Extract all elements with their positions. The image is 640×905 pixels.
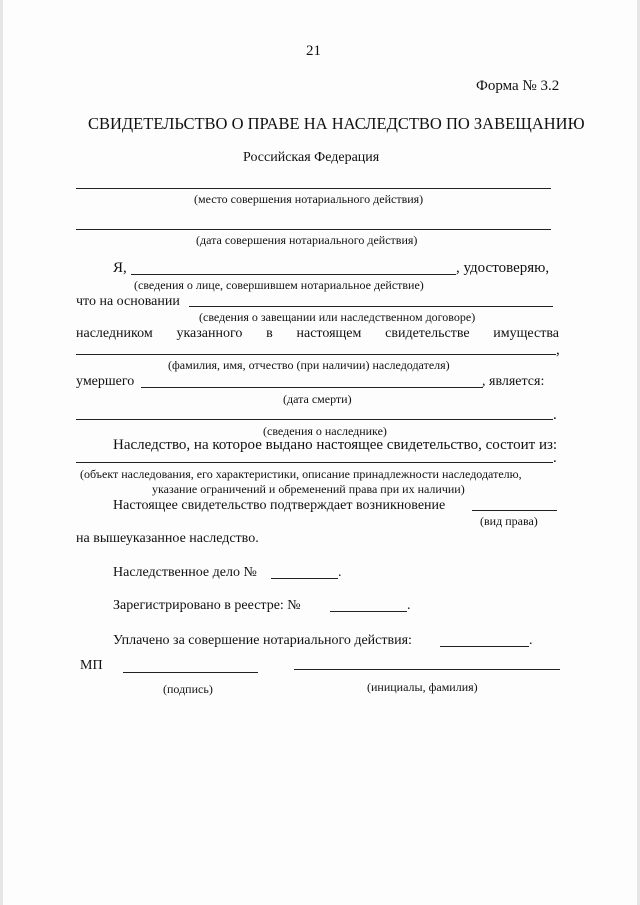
signature-line [123,672,258,673]
date-caption: (дата совершения нотариального действия) [196,233,418,247]
estate-caption-2: указание ограничений и обременений права при их наличии) [152,482,465,496]
will-caption: (сведения о завещании или наследственном договоре) [199,310,476,324]
death-date-caption: (дата смерти) [283,392,352,406]
certify-label: , удостоверяю, [456,260,550,276]
country-name: Российская Федерация [243,150,380,165]
heir-period: . [553,407,557,423]
notary-caption: (сведения о лице, совершившем нотариальное действие) [134,278,424,292]
word-certificate: свидетельстве [385,326,470,341]
notary-line [131,274,456,275]
registry-label: Зарегистрировано в реестре: № [113,598,301,613]
document-title: СВИДЕТЕЛЬСТВО О ПРАВЕ НА НАСЛЕДСТВО ПО ЗАВЕЩАНИЮ [88,114,585,133]
form-number: Форма № 3.2 [476,78,560,94]
word-heir: наследником [76,326,153,341]
confirms-text: Настоящее свидетельство подтверждает возникновение [113,498,446,513]
word-specified: указанного [176,326,243,341]
case-line [271,578,338,579]
initials-line [294,669,560,670]
testator-comma: , [556,342,560,358]
date-line [76,229,551,230]
ya-label: Я, [113,260,127,276]
case-label: Наследственное дело № [113,565,257,580]
paid-period: . [529,633,533,648]
place-line [76,188,551,189]
estate-line [76,462,553,463]
word-in: в [266,326,273,341]
estate-text: Наследство, на которое выдано настоящее свидетельство, состоит из: [113,437,558,453]
will-line [189,306,553,307]
is-label: , является: [482,374,545,389]
right-type-caption: (вид права) [480,514,538,528]
page-number: 21 [306,43,321,59]
estate-period: . [553,450,557,466]
page-edge-left [0,0,3,905]
heir-sentence [76,326,559,342]
seal-label: МП [80,658,103,673]
testator-line [76,354,556,355]
deceased-label: умершего [76,374,135,389]
place-caption: (место совершения нотариального действия) [194,192,424,206]
case-period: . [338,565,342,580]
for-estate-text: на вышеуказанное наследство. [76,531,259,546]
right-type-line [472,510,557,511]
signature-caption: (подпись) [163,682,213,696]
heir-caption: (сведения о наследнике) [263,424,387,438]
word-property: имущества [493,326,559,341]
heir-line [76,419,553,420]
registry-line [330,611,407,612]
paid-label: Уплачено за совершение нотариального действия: [113,633,412,648]
paid-line [440,646,529,647]
testator-caption: (фамилия, имя, отчество (при наличии) наследодателя) [168,358,450,372]
initials-caption: (инициалы, фамилия) [367,680,478,694]
registry-period: . [407,598,411,613]
death-date-line [141,387,483,388]
on-basis-label: что на основании [76,294,180,309]
word-present: настоящем [296,326,362,341]
estate-caption-1: (объект наследования, его характеристики, описание принадлежности наследодателю, [80,467,522,481]
